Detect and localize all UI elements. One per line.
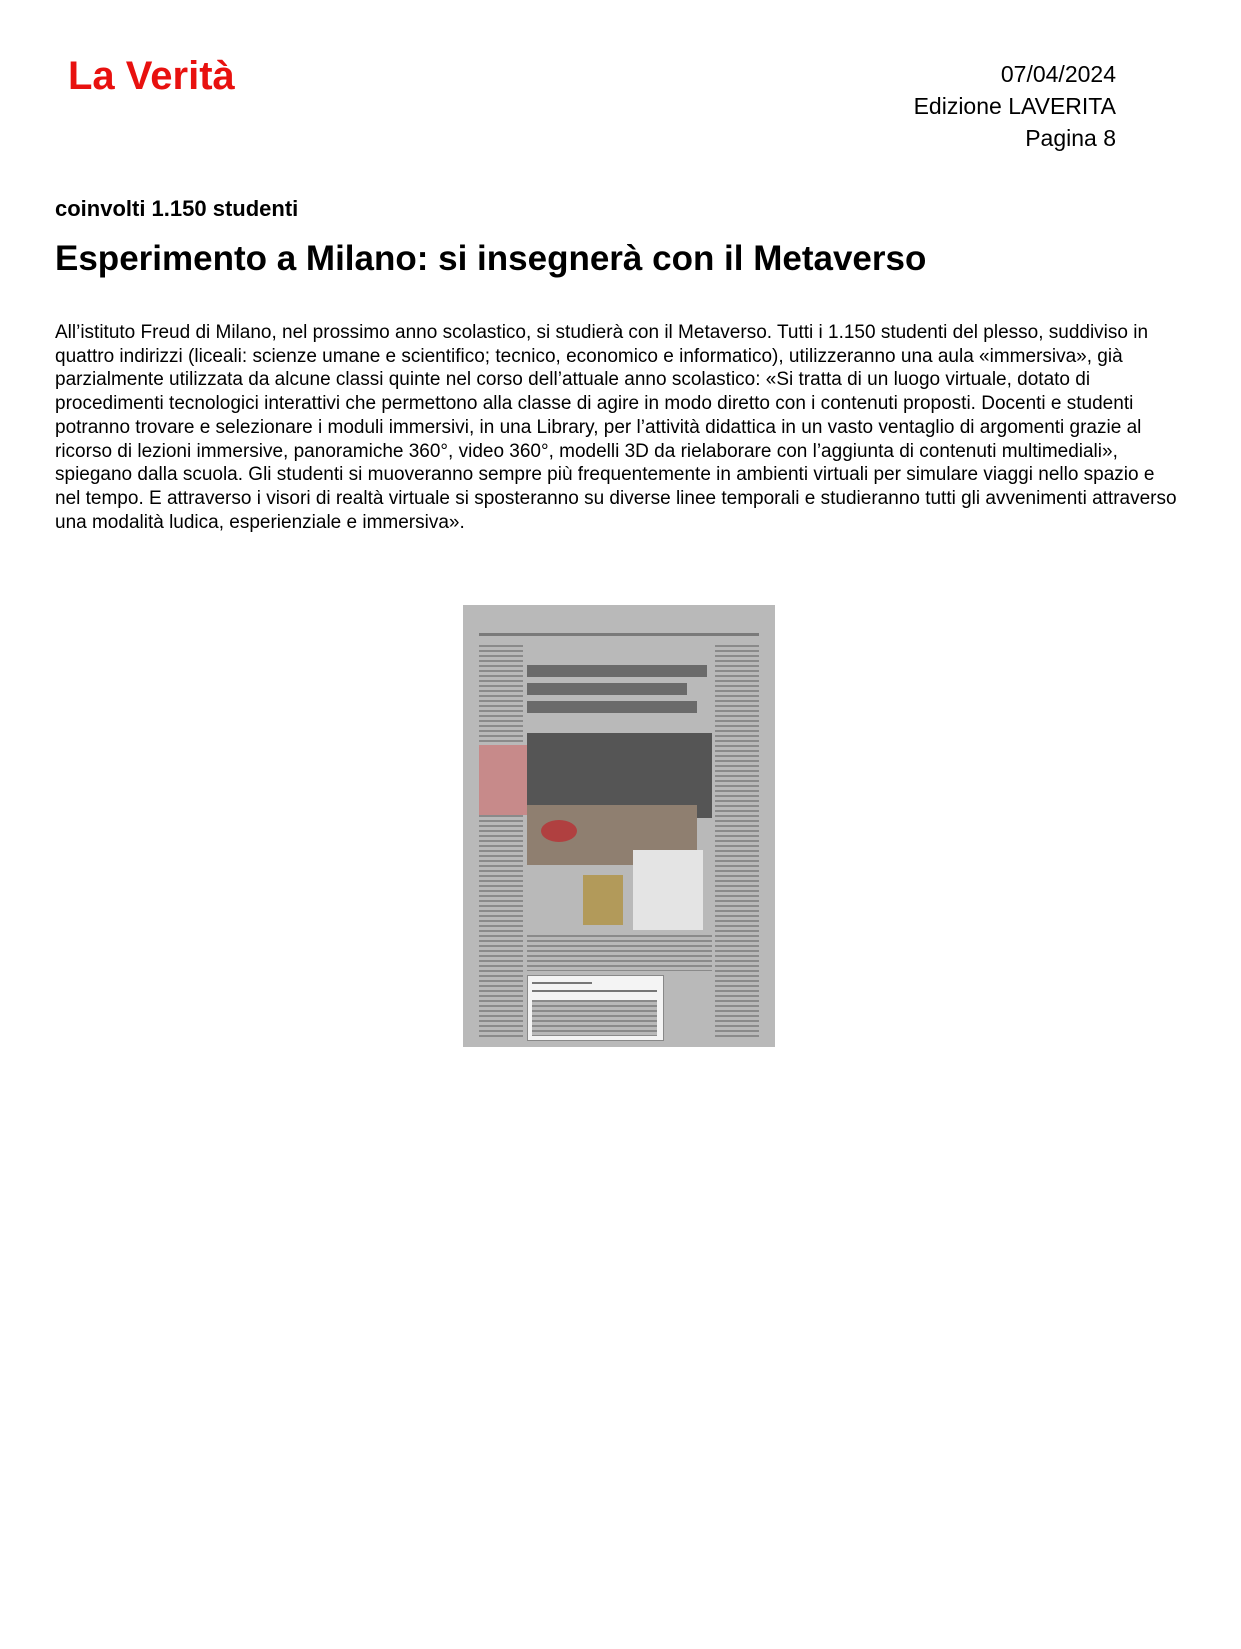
thumbnail-chart-block [479,745,527,815]
thumbnail-column-middle [527,935,712,971]
issue-date: 07/04/2024 [1000,61,1116,87]
thumbnail-rule [479,633,759,636]
article-title: Esperimento a Milano: si insegnerà con il Metaverso [55,239,927,278]
thumbnail-headline-line-1 [527,665,707,677]
thumbnail-headline-line-2 [527,683,687,695]
thumbnail-headline-line-3 [527,701,697,713]
edition-name: Edizione LAVERITA [913,93,1116,119]
thumbnail-column-right [715,645,759,1040]
newspaper-page-thumbnail [463,605,775,1047]
article-kicker: coinvolti 1.150 studenti [55,196,299,221]
edition-info [914,58,1116,154]
thumbnail-highlight-line [532,982,592,984]
thumbnail-highlight-text [532,1000,657,1036]
thumbnail-illustration [583,875,623,925]
article-body: All’istituto Freud di Milano, nel prossimo anno scolastico, si studierà con il Metaverso. Tutti i 1.150 studenti del plesso, suddiviso in quattro indirizzi (liceali: scienze umane e scientifico; tecnico, economico e informatico), utilizzeranno una aula «immersiva», già parzialmente utilizzata da alcune classi quinte nel corso dell’attuale anno scolastico: «Si tratta di un luogo virtuale, dotato di procedimenti tecnologici interattivi che permettono alla classe di agire in modo diretto con i contenuti proposti. Docenti e studenti potranno trovare e selezionare i moduli immersivi, in una Library, per l’attività didattica in un vasto ventaglio di argomenti grazie al ricorso di lezioni immersive, panoramiche 360°, video 360°, modelli 3D da rielaborare con l’aggiunta di contenuti multimediali», spiegano dalla scuola. Gli studenti si muoveranno sempre più frequentemente in ambienti virtuali per simulare viaggi nello spazio e nel tempo. E attraverso i visori di realtà virtuale si sposteranno su diverse linee temporali e studieranno tutti gli avvenimenti attraverso una modalità ludica, esperienziale e immersiva». [55,322,1177,533]
page-number: Pagina 8 [1025,125,1116,151]
thumbnail-sidebar-box [633,850,703,930]
thumbnail-photo-detail [541,820,577,842]
thumbnail-highlight-line [532,990,657,992]
thumbnail-column-bottom [479,935,523,1040]
publication-logo: La Verità [68,54,235,98]
thumbnail-article-highlight [527,975,664,1041]
